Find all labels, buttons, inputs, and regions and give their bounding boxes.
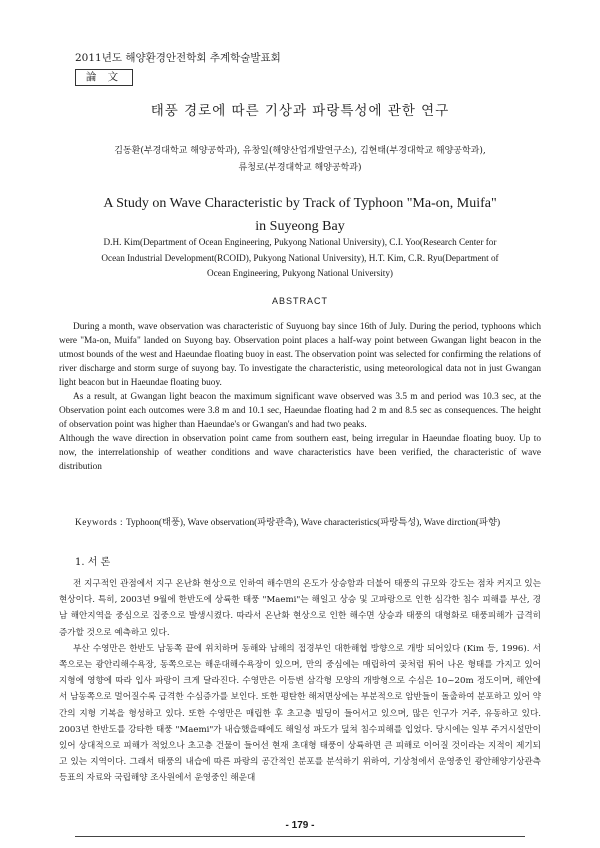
keywords	[75, 514, 545, 528]
english-authors	[58, 235, 542, 282]
english-title	[60, 192, 540, 238]
abstract-body	[59, 320, 541, 474]
footer-divider	[75, 836, 525, 837]
korean-authors-line: 김동환(부경대학교 해양공학과), 유창일(해양산업개발연구소), 김현태(부경대학교 해양공학과),	[114, 146, 486, 156]
keywords-label: Keywords :	[75, 518, 126, 528]
section-heading: 1. 서 론	[75, 557, 111, 568]
page-number: - 179 -	[285, 820, 315, 831]
korean-authors-line: 류청로(부경대학교 해양공학과)	[238, 163, 362, 173]
abstract-paragraph: During a month, wave observation was characteristic of Suyuong bay since 16th of July. During the period, typhoons which were "Ma-on, Muifa" landed on Suyong bay. Observation point places a half-way point between Gwangan light beacon in the utmost bounds of the west and Haeundae floating buoy in east. The observation point was selected for confirming the relations of river discharge and storm surge of suyong bay. To investigate the characteristic, using meteorological data not in just Gwangan light beacon but in Haeundae floating buoy.	[59, 322, 541, 388]
english-title-line: in Suyeong Bay	[255, 219, 345, 234]
keywords-text: Typhoon(태풍), Wave observation(파랑관측), Wave characteristics(파랑특성), Wave dirction(파향)	[125, 518, 501, 528]
korean-title: 태풍 경로에 따른 기상과 파랑특성에 관한 연구	[150, 103, 450, 119]
body-paragraph: 전 지구적인 관점에서 지구 온난화 현상으로 인하여 해수면의 온도가 상승함과 더불어 태풍의 규모와 강도는 점차 커지고 있는 현상이다. 특히, 2003년 9월에 한반도에 상륙한 태풍 "Maemi"는 해일고 상승 및 고파랑으로 인한 심각한 침수 피해를 부산, 경남 해안지역을 중심으로 집중으로 발생시켰다. 따라서 온난화 현상으로 인한 해수면 상승과 태풍의 대형화로 태풍피해가 급격히 증가할 것으로 예측하고 있다.	[59, 579, 541, 638]
conference-header: 2011년도 해양환경안전학회 추계학술발표회	[75, 52, 281, 64]
abstract-paragraph: Although the wave direction in observation point came from southern east, being irregular in Haeundae floating buoy. Up to now, the interrelationship of weather conditions and wave characteristics have been verified, the characteristic of wave distribution	[59, 434, 541, 472]
korean-authors	[60, 143, 540, 177]
body-text	[59, 576, 541, 787]
english-authors-line: D.H. Kim(Department of Ocean Engineering, Pukyong National University), C.I. Yoo(Research Center for	[103, 237, 497, 247]
english-authors-line: Ocean Industrial Development(RCOID), Pukyong National University), H.T. Kim, C.R. Ryu(Department of	[101, 252, 499, 263]
body-paragraph: 부산 수영만은 한반도 남동쪽 끝에 위치하며 동해와 남해의 접경부인 대한해협 방향으로 개방 되어있다 (Kim 등, 1996). 서쪽으로는 광안리해수욕장, 동쪽으로는 해운대해수욕장이 있으며, 만의 중심에는 매립하여 곶처럼 튀어 나온 형태를 가지고 있어 지형에 영향에 따라 입사 파랑이 크게 달라진다. 수영만은 이등변 삼각형 모양의 개방형으로 수심은 10~20m 정도이며, 해안에서 남동쪽으로 멀어질수록 급격한 수심증가를 보인다. 또한 평탄한 해저면상에는 부분적으로 암반들이 돌출하여 분포하고 있어 약간의 지형 기복을 형성하고 있다. 또한 수영만은 매립한 후 초고층 빌딩이 들어서고 있으며, 많은 인구가 거주, 유동하고 있다. 2003년 한반도를 강타한 태풍 "Maemi"가 내습했을때에도 해일성 파도가 덮쳐 침수피해를 입었다. 당시에는 일부 주거시설만이 있어 상대적으로 피해가 적었으나 초고층 건물이 들어선 현재 초대형 태풍이 상륙하면 큰 피해로 이어질 것이라는 지적이 제기되고 있는 지역이다. 그래서 태풍의 내습에 따른 파랑의 공간적인 분포를 분석하기 위하여, 기상청에서 운영중인 광안해양기상관측 등표의 자료와 국립해양 조사원에서 운영중인 해운대	[59, 643, 541, 784]
english-title-line: A Study on Wave Characteristic by Track of Typhoon "Ma-on, Muifa"	[103, 196, 497, 211]
article-type-badge: 論 文	[75, 69, 133, 86]
english-authors-line: Ocean Engineering, Pukyong National University)	[206, 268, 393, 278]
abstract-heading: ABSTRACT	[271, 296, 328, 306]
abstract-paragraph: As a result, at Gwangan light beacon the maximum significant wave observed was 3.5 m and period was 10.3 sec, at the Observation point each outcomes were 3.8 m and 10.1 sec, Haeundae floating had 2 m and 8.5 sec as consequences. The height of observation point was higher than Haeundae's or Gwangan's and had two peaks.	[59, 392, 541, 430]
